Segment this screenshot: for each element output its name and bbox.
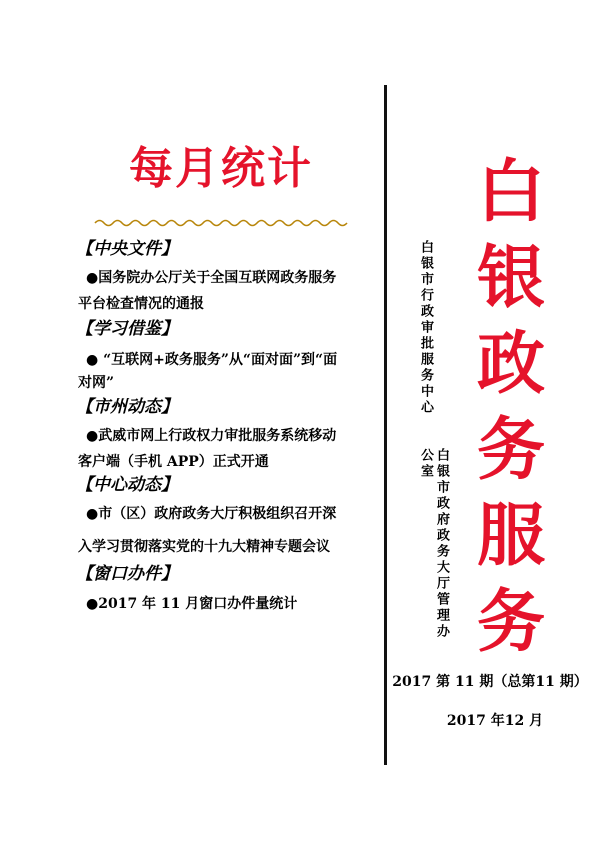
section-header-center-news: 【中心动态】 [76, 475, 178, 495]
section-header-window-cases: 【窗口办件】 [76, 564, 178, 584]
item-line[interactable]: 平台检查情况的通报 [78, 296, 204, 312]
item-line[interactable]: ● “互联网+政务服务”从“面对面”到“面 [86, 352, 338, 368]
title-char: 政 [476, 325, 545, 404]
item-line[interactable]: ●武威市网上行政权力审批服务系统移动 [86, 428, 337, 444]
section-header-central-documents: 【中央文件】 [76, 239, 178, 259]
org-name-government-hall-office: 白银市政府政务大厅管理办公室 [418, 448, 449, 640]
vertical-divider [384, 85, 387, 765]
item-line[interactable]: 对网” [78, 375, 115, 391]
item-line[interactable]: 入学习贯彻落实党的十九大精神专题会议 [78, 539, 330, 555]
issue-number: 2017 第 11 期（总第11 期） [392, 674, 588, 690]
section-header-city-news: 【市州动态】 [76, 397, 178, 417]
item-line[interactable]: ●市（区）政府政务大厅积极组织召开深 [86, 506, 337, 522]
issue-date: 2017 年12 月 [446, 713, 544, 729]
title-char: 白 [476, 153, 545, 232]
decorative-divider [93, 218, 353, 228]
monthly-statistics-title: 每月统计 [129, 143, 313, 194]
org-name-approval-center: 白银市行政审批服务中心 [418, 240, 433, 416]
item-line[interactable]: ●国务院办公厅关于全国互联网政务服务 [86, 270, 337, 286]
item-line[interactable]: ●2017 年 11 月窗口办件量统计 [86, 596, 298, 612]
title-char: 服 [476, 497, 545, 576]
title-char: 务 [476, 411, 545, 490]
title-char: 银 [476, 239, 545, 318]
publication-title [466, 150, 556, 666]
item-line[interactable]: 客户端（手机 APP）正式开通 [78, 454, 269, 470]
section-header-learning: 【学习借鉴】 [76, 319, 178, 339]
title-char: 务 [476, 583, 545, 662]
